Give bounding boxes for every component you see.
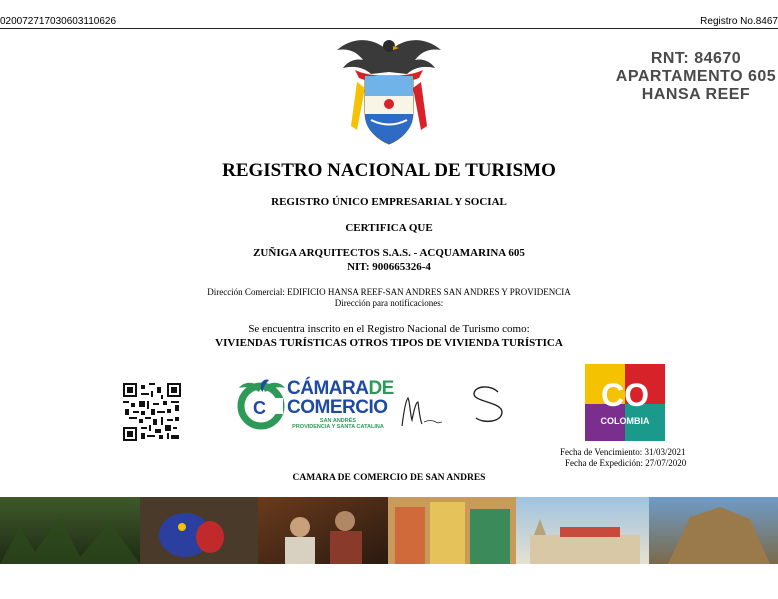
qr-code-icon (123, 383, 181, 441)
header-divider (0, 28, 778, 29)
camara-providencia: PROVIDENCIA Y SANTA CATALINA (292, 424, 384, 430)
co-text: CO (601, 377, 649, 413)
page-title: REGISTRO NACIONAL DE TURISMO (222, 160, 556, 181)
rnt-number: RNT: 84670 (650, 50, 742, 67)
notification-address: Dirección para notificaciones: (334, 298, 444, 308)
rnt-block (596, 50, 778, 104)
issue-date: Fecha de Expedición: 27/07/2020 (565, 458, 687, 468)
subtitle: REGISTRO ÚNICO EMPRESARIAL Y SOCIAL (271, 196, 507, 208)
tourism-photo-strip (0, 497, 778, 564)
company-name: ZUÑIGA ARQUITECTOS S.A.S. - ACQUAMARINA 605 (253, 247, 525, 259)
expiration-date: Fecha de Vencimiento: 31/03/2021 (560, 447, 686, 457)
people-photo (258, 497, 388, 564)
issuer-name: CAMARA DE COMERCIO DE SAN ANDRES (292, 473, 486, 483)
commercial-address: Dirección Comercial: EDIFICIO HANSA REEF-SAN ANDRES SAN ANDRES Y PROVIDENCIA (207, 287, 571, 297)
rnt-property-name: HANSA REEF (641, 86, 751, 103)
registro-number: Registro No.8467 (700, 16, 778, 27)
inscrito-text: Se encuentra inscrito en el Registro Nacional de Turismo como: (248, 323, 530, 335)
colombia-text: COLOMBIA (600, 416, 650, 426)
colombia-brand-logo (585, 364, 665, 441)
camara-word: CÁMARA (287, 378, 369, 399)
comercio-word: COMERCIO (287, 397, 388, 418)
coat-of-arms-icon (335, 32, 443, 148)
nit-number: NIT: 900665326-4 (347, 261, 431, 273)
palm-c-icon (235, 378, 287, 430)
svg-text:C: C (253, 398, 266, 418)
certifica-heading: CERTIFICA QUE (345, 222, 433, 234)
rnt-apartamento: APARTAMENTO 605 (615, 68, 777, 85)
signature-icon (398, 380, 523, 432)
camara-san-andres: SAN ANDRÉS (319, 418, 357, 424)
de-word: DE (368, 378, 394, 399)
camara-de-comercio-logo (235, 376, 395, 434)
document-code: 020072717030603110626 (0, 16, 117, 27)
tourism-type: VIVIENDAS TURÍSTICAS OTROS TIPOS DE VIVIENDA TURÍSTICA (215, 337, 563, 349)
